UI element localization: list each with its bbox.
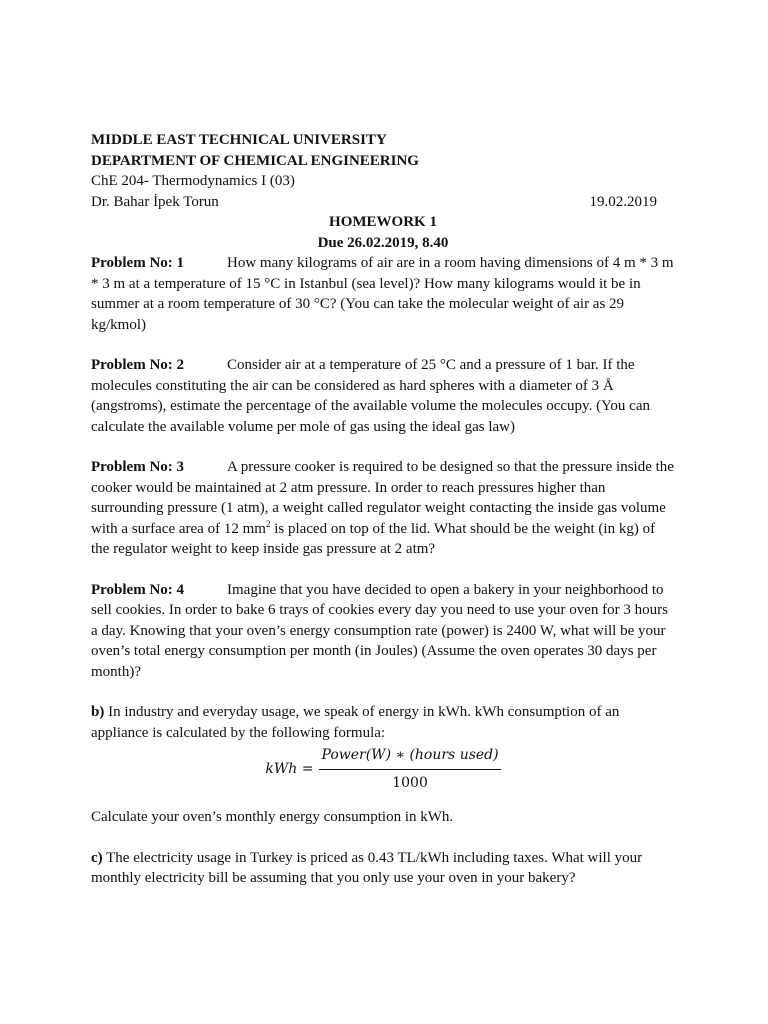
issue-date: 19.02.2019	[589, 193, 657, 210]
problem-text: molecules constituting the air can be considered as hard spheres with a diameter of 3 Å	[91, 377, 614, 394]
problem-2	[91, 355, 675, 437]
problem-text: Imagine that you have decided to open a bakery in your neighborhood to	[227, 581, 664, 598]
problem-label: Problem No: 1	[91, 255, 185, 271]
due-date: Due 26.02.2019, 8.40	[317, 234, 449, 251]
problem-text: summer at a room temperature of 30 °C? (You can take the molecular weight of air as 29	[91, 296, 625, 312]
problem-text: month)?	[91, 663, 141, 680]
problem-text: Consider air at a temperature of 25 °C and a pressure of 1 bar. If the	[227, 357, 635, 373]
problem-4	[91, 580, 675, 683]
problem-1	[91, 253, 675, 335]
problem-text: (angstroms), estimate the percentage of the available volume the molecules occupy. (You can	[91, 398, 650, 414]
problem-text-with-superscript: with a surface area of 12 $mm^2$ is placed on top of the lid. What should be the weight (in kg) of	[91, 518, 656, 537]
problem-text: A pressure cooker is required to be designed so that the pressure inside the	[227, 459, 674, 475]
part-text: In industry and everyday usage, we speak of energy in kWh. kWh consumption of an	[104, 704, 620, 720]
problem-text: How many kilograms of air are in a room having dimensions of 4 m * 3 m	[227, 255, 674, 271]
problem-text: sell cookies. In order to bake 6 trays of cookies every day you need to use your oven for 3 hours	[91, 602, 668, 618]
problem-text: * 3 m at a temperature of 15 °C in Istanbul (sea level)? How many kilograms would it be in	[91, 275, 641, 292]
instructor-name: Dr. Bahar İpek Torun	[91, 193, 219, 210]
university-name: MIDDLE EAST TECHNICAL UNIVERSITY	[91, 132, 387, 148]
problem-text: the regulator weight to keep inside gas pressure at 2 atm?	[91, 541, 436, 557]
part-text: monthly electricity bill be assuming that you only use your oven in your bakery?	[91, 870, 576, 886]
part-label: c)	[91, 849, 103, 866]
problem-text: cooker would be maintained at 2 atm pressure. In order to reach pressures higher than	[91, 479, 606, 496]
department-name: DEPARTMENT OF CHEMICAL ENGINEERING	[91, 152, 419, 169]
kwh-formula	[91, 745, 675, 793]
part-text: Calculate your oven’s monthly energy consumption in kWh.	[91, 809, 454, 825]
problem-text: kg/kmol)	[91, 316, 146, 333]
homework-document	[91, 130, 675, 889]
problem-text: calculate the available volume per mole of gas using the ideal gas law)	[91, 418, 516, 435]
formula-numerator: Power(W) ∗ (hours used)	[319, 745, 500, 770]
part-label: b)	[91, 704, 105, 720]
part-text: appliance is calculated by the following formula:	[91, 724, 386, 741]
superscript: 2	[265, 518, 271, 529]
problem-text: oven’s total energy consumption per month (in Joules) (Assume the oven operates 30 days per	[91, 643, 657, 659]
part-b	[91, 702, 675, 828]
problem-label: Problem No: 3	[91, 459, 185, 475]
problem-3	[91, 457, 675, 560]
part-c	[91, 848, 675, 889]
instructor-row	[91, 192, 675, 213]
course-name: ChE 204- Thermodynamics I (03)	[91, 173, 295, 189]
problem-text: surrounding pressure (1 atm), a weight called regulator weight contacting the inside gas volume	[91, 500, 666, 516]
formula-fraction	[319, 745, 500, 793]
homework-title: HOMEWORK 1	[329, 214, 437, 230]
formula-denominator: 1000	[392, 774, 428, 791]
problem-label: Problem No: 4	[91, 581, 185, 598]
problem-label: Problem No: 2	[91, 357, 185, 373]
problem-text: a day. Knowing that your oven’s energy consumption rate (power) is 2400 W, what will be your	[91, 622, 666, 639]
formula-lhs: kWh =	[265, 760, 314, 777]
part-text: The electricity usage in Turkey is priced as 0.43 TL/kWh including taxes. What will your	[102, 849, 643, 866]
